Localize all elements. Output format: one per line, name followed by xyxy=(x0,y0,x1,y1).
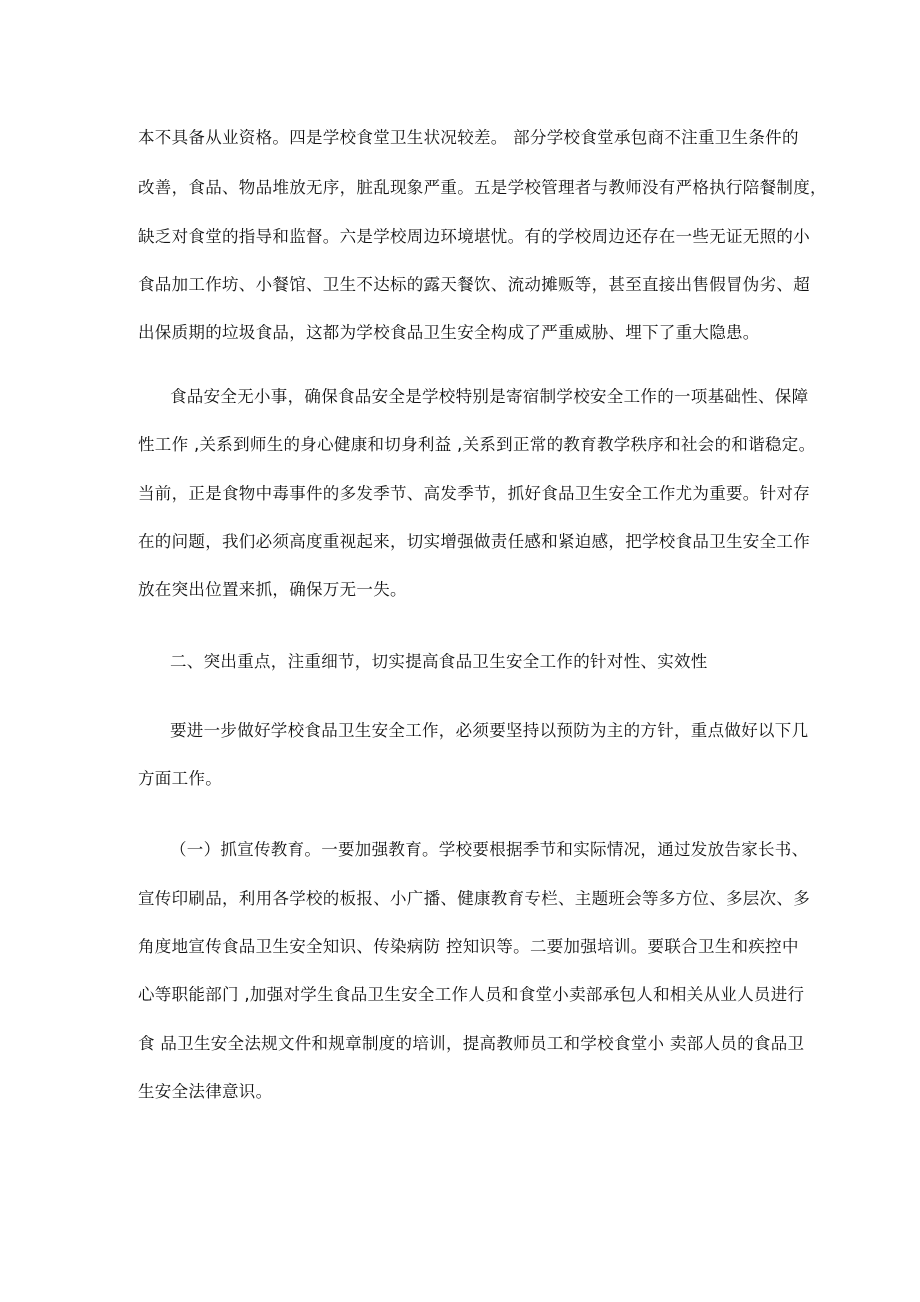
text-line: 食品加工作坊、小餐馆、卫生不达标的露天餐饮、流动摊贩等，甚至直接出售假冒伪劣、超 xyxy=(138,275,810,294)
text-line: 当前，正是食物中毒事件的多发季节、高发季节，抓好食品卫生安全工作尤为重要。针对存 xyxy=(138,484,810,503)
text-line: 方面工作。 xyxy=(138,769,222,788)
text-line: 出保质期的垃圾食品，这都为学校食品卫生安全构成了严重威胁、埋下了重大隐患。 xyxy=(138,323,760,342)
text-line: 本不具备从业资格。四是学校食堂卫生状况较差。 部分学校食堂承包商不注重卫生条件的 xyxy=(138,128,799,147)
text-line: 宣传印刷品，利用各学校的板报、小广播、健康教育专栏、主题班会等多方位、多层次、多 xyxy=(138,889,810,908)
text-line: 食 品卫生安全法规文件和规章制度的培训，提高教师员工和学校食堂小 卖部人员的食品卫 xyxy=(138,1034,805,1053)
text-line: 改善，食品、物品堆放无序，脏乱现象严重。五是学校管理者与教师没有严格执行陪餐制度， xyxy=(138,178,827,197)
text-line: 食品安全无小事，确保食品安全是学校特别是寄宿制学校安全工作的一项基础性、保障 xyxy=(170,387,809,406)
text-line: （一）抓宣传教育。一要加强教育。学校要根据季节和实际情况，通过发放告家长书、 xyxy=(170,840,809,859)
section-heading-text: 二、突出重点，注重细节，切实提高食品卫生安全工作的针对性、实效性 xyxy=(170,652,708,671)
text-line: 要进一步做好学校食品卫生安全工作，必须要坚持以预防为主的方针，重点做好以下几 xyxy=(170,721,809,740)
text-line: 生安全法律意识。 xyxy=(138,1082,273,1101)
text-line: 性工作 ,关系到师生的身心健康和切身利益 ,关系到正常的教育教学秩序和社会的和谐稳定。 xyxy=(138,435,816,454)
text-line: 在的问题，我们必须高度重视起来，切实增强做责任感和紧迫感，把学校食品卫生安全工作 xyxy=(138,532,810,551)
text-line: 放在突出位置来抓，确保万无一失。 xyxy=(138,580,407,599)
text-line: 缺乏对食堂的指导和监督。六是学校周边环境堪忧。有的学校周边还存在一些无证无照的小 xyxy=(138,227,810,246)
text-line: 心等职能部门 ,加强对学生食品卫生安全工作人员和食堂小卖部承包人和相关从业人员进行 xyxy=(138,985,805,1004)
text-line: 角度地宣传食品卫生安全知识、传染病防 控知识等。二要加强培训。要联合卫生和疾控中 xyxy=(138,937,799,956)
